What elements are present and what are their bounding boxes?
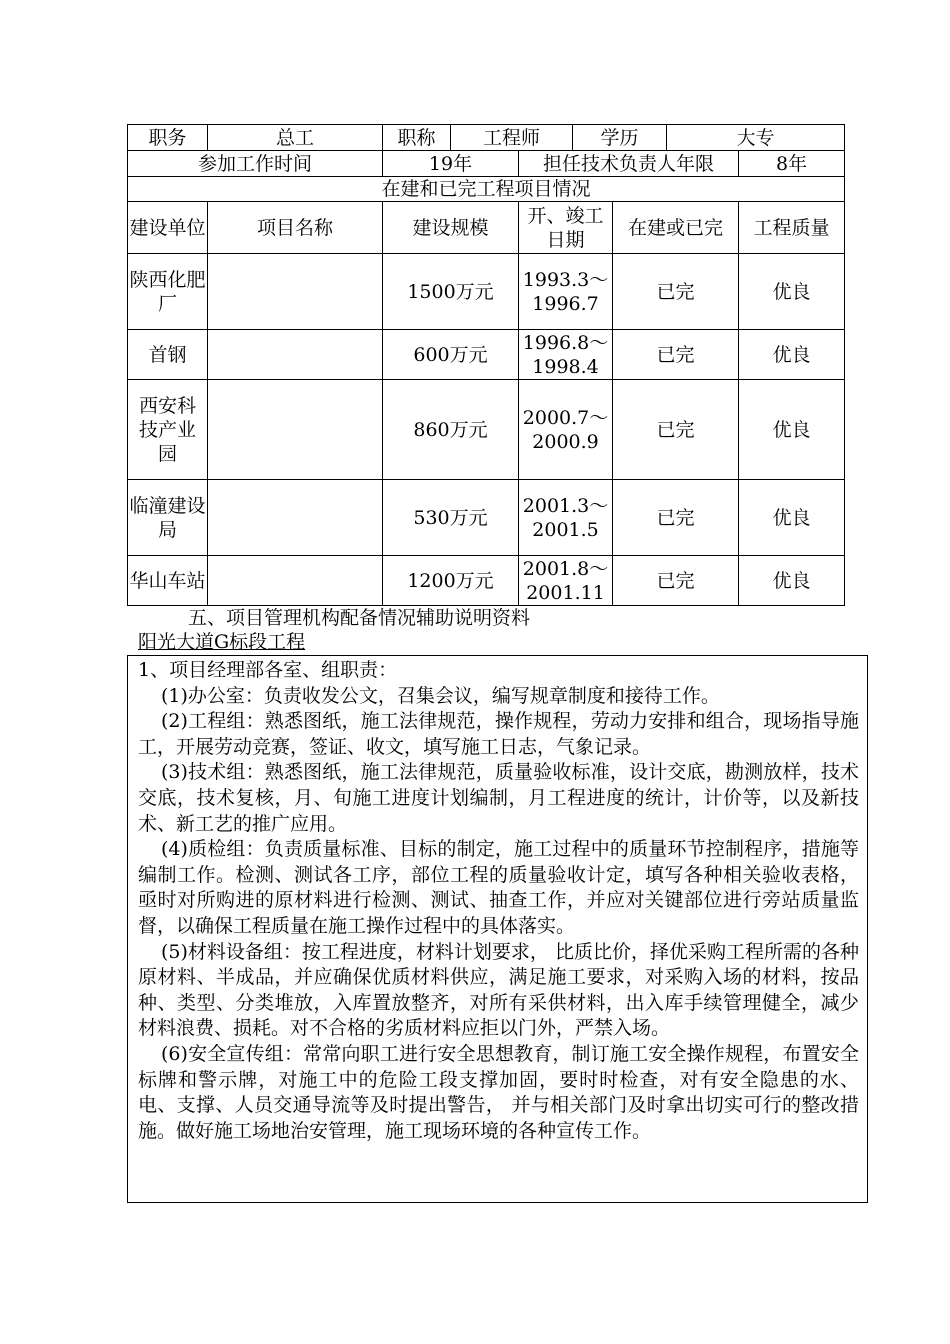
duty-materials: (5)材料设备组：按工程进度，材料计划要求， 比质比价，择优采购工程所需的各种原材料、半成品，并应确保优质材料供应，满足施工要求，对采购入场的材料，按品种、类型、分类堆放，入库置放整齐，对所有采供材料，出入库手续管理健全，减少材料浪费、损耗。对不合格的劣质材料应拒以门外，严禁入场。 [138, 940, 859, 1040]
education-label: 学历 [573, 125, 667, 151]
duty-quality: (4)质检组：负责质量标准、目标的制定，施工过程中的质量环节控制程序，措施等编制工作。检测、测试各工序，部位工程的质量验收计定，填写各种相关验收表格，亟时对所购进的原材料进行检测、测试、抽查工作，并应对关键部位进行旁站质量监督，以确保工程质量在施工操作过程中的具体落实。 [138, 838, 859, 937]
col-header-scale: 建设规模 [383, 202, 519, 254]
project-dates: 2001.8～2001.11 [519, 556, 613, 606]
projects-section-row [128, 177, 845, 202]
project-dates: 1996.8～1998.4 [519, 330, 613, 380]
projects-header-row [128, 202, 845, 254]
project-quality: 优良 [739, 556, 845, 606]
projects-section-title: 在建和已完工程项目情况 [128, 177, 845, 202]
section-5-heading: 五、项目管理机构配备情况辅助说明资料 [188, 607, 531, 629]
project-unit: 首钢 [128, 330, 208, 380]
project-dates: 2001.3～2001.5 [519, 480, 613, 556]
project-status: 已完 [613, 380, 739, 480]
table-row [128, 254, 845, 330]
position-label: 职务 [128, 125, 208, 151]
resume-table [127, 124, 845, 606]
table-row [128, 380, 845, 480]
title-label: 职称 [383, 125, 451, 151]
col-header-status: 在建或已完 [613, 202, 739, 254]
title-value: 工程师 [451, 125, 573, 151]
header-row-1 [128, 125, 845, 151]
project-unit: 临潼建设局 [128, 480, 208, 556]
project-scale: 530万元 [383, 480, 519, 556]
project-status: 已完 [613, 480, 739, 556]
project-scale: 1500万元 [383, 254, 519, 330]
table-row [128, 330, 845, 380]
duties-title: 1、项目经理部各室、组职责： [138, 659, 398, 681]
project-dates: 1993.3～1996.7 [519, 254, 613, 330]
duty-safety: (6)安全宣传组：常常向职工进行安全思想教育，制订施工安全操作规程，布置安全标牌和警示牌，对施工中的危险工段支撑加固，要时时检查，对有安全隐患的水、电、支撑、人员交通导流等及时提出警告， 并与相关部门及时拿出切实可行的整改措施。做好施工场地治安管理，施工现场环境的各种宣传工作。 [138, 1042, 859, 1142]
duty-technical: (3)技术组：熟悉图纸，施工法律规范，质量验收标准，设计交底，勘测放样，技术交底，技术复核，月、旬施工进度计划编制，月工程进度的统计，计价等，以及新技术、新工艺的推广应用。 [138, 761, 859, 835]
duties-box [127, 655, 868, 1203]
project-unit: 华山车站 [128, 556, 208, 606]
work-years: 19年 [383, 151, 519, 177]
work-start-label: 参加工作时间 [128, 151, 383, 177]
project-name [208, 380, 383, 480]
col-header-dates: 开、竣工日期 [519, 202, 613, 254]
project-status: 已完 [613, 556, 739, 606]
duty-engineering: (2)工程组：熟悉图纸，施工法律规范，操作规程，劳动力安排和组合，现场指导施工，开展劳动竞赛，签证、收文，填写施工日志，气象记录。 [138, 710, 859, 758]
project-dates: 2000.7～2000.9 [519, 380, 613, 480]
project-name [208, 480, 383, 556]
project-unit-part: 西安科技产业园 [138, 394, 196, 465]
table-row [128, 480, 845, 556]
project-name [208, 254, 383, 330]
education-value: 大专 [667, 125, 845, 151]
project-scale: 1200万元 [383, 556, 519, 606]
project-status: 已完 [613, 330, 739, 380]
tech-lead-label: 担任技术负责人年限 [519, 151, 739, 177]
project-scale: 600万元 [383, 330, 519, 380]
tech-lead-years: 8年 [739, 151, 845, 177]
project-quality: 优良 [739, 480, 845, 556]
project-name [208, 556, 383, 606]
col-header-quality: 工程质量 [739, 202, 845, 254]
project-quality: 优良 [739, 380, 845, 480]
duty-office: (1)办公室：负责收发公文，召集会议，编写规章制度和接待工作。 [161, 684, 720, 707]
position-value: 总工 [208, 125, 383, 151]
project-name-heading: 阳光大道G标段工程 [138, 631, 306, 653]
header-row-2 [128, 151, 845, 177]
project-unit [128, 380, 208, 480]
col-header-name: 项目名称 [208, 202, 383, 254]
project-scale: 860万元 [383, 380, 519, 480]
project-status: 已完 [613, 254, 739, 330]
col-header-unit: 建设单位 [128, 202, 208, 254]
table-row [128, 556, 845, 606]
project-quality: 优良 [739, 254, 845, 330]
project-name [208, 330, 383, 380]
project-quality: 优良 [739, 330, 845, 380]
project-unit: 陕西化肥厂 [128, 254, 208, 330]
